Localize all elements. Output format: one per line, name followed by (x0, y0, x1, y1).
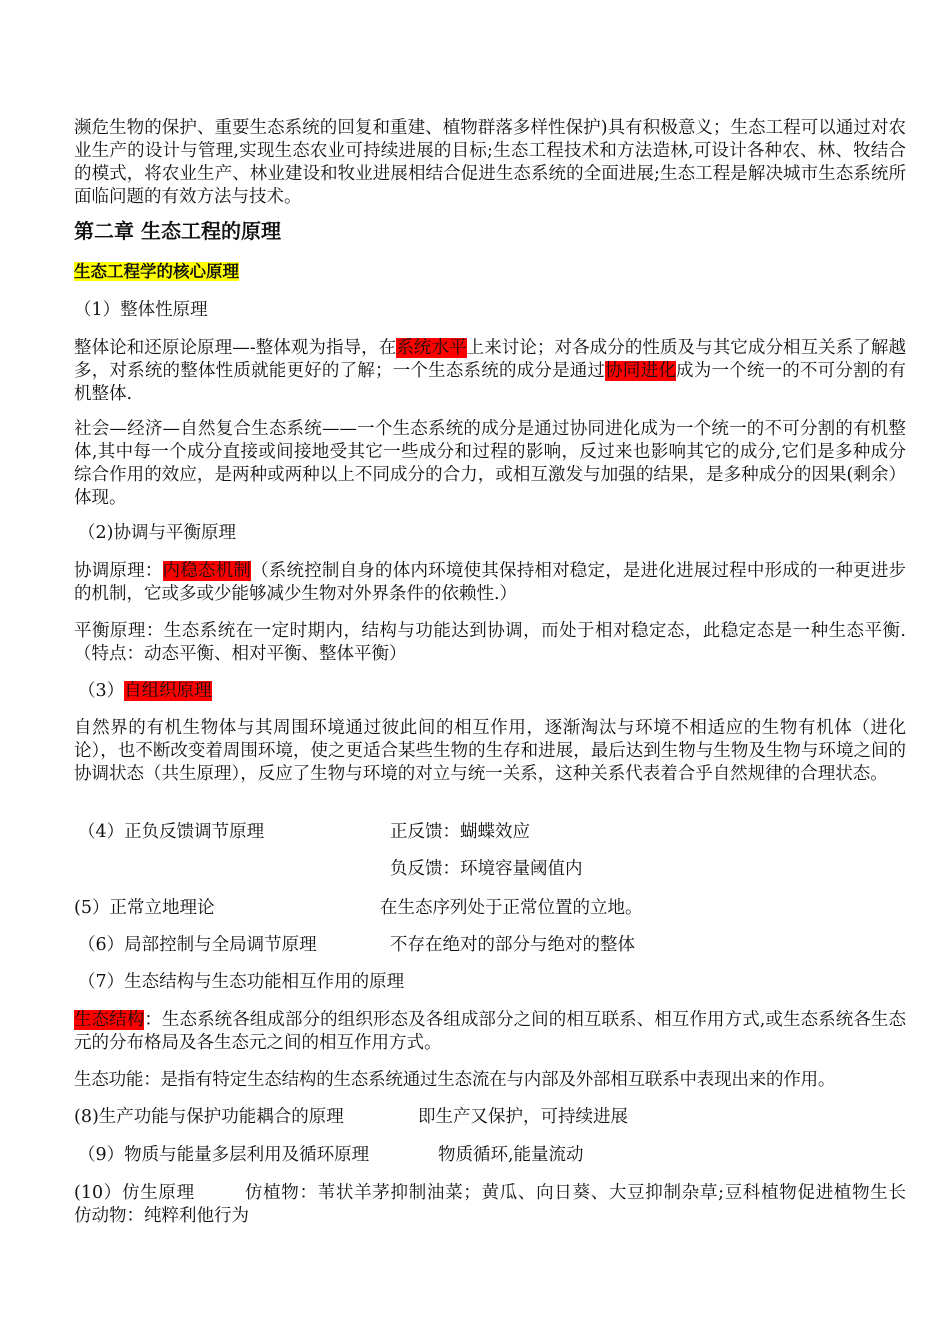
principle-3-heading (78, 680, 212, 703)
principle-3-paragraph: 自然界的有机生物体与其周围环境通过彼此间的相互作用，逐渐淘汰与环境不相适应的生物有机体（进化论），也不断改变着周围环境，使之更适合某些生物的生存和进展，最后达到生物与生物及生物与环境之间的协调状态（共生原理），反应了生物与环境的对立与统一关系，这种关系代表着合乎自然规律的合理状态。 (74, 718, 906, 784)
positive-feedback: 正反馈：蝴蝶效应 (390, 822, 530, 842)
eco-structure-highlight: 生态结构 (74, 1010, 145, 1030)
principle-5-desc: 在生态序列处于正常位置的立地。 (380, 898, 643, 918)
coordination-text: （系统控制自身的体内环境使其保持相对稳定，是进化进展过程中形成的一种更进步的机制，它或多或少能够减少生物对外界条件的依赖性.） (74, 561, 907, 604)
principle-9-heading: （9）物质与能量多层利用及循环原理 (78, 1145, 370, 1165)
principle-1-paragraph-1 (74, 337, 906, 406)
p1-text-a: 整体论和还原论原理—-整体观为指导，在 (74, 338, 397, 358)
p1-highlight-coevolution: 协同进化 (605, 361, 677, 381)
p1-text-c: 成为一个统一的不可分割的有机整体. (74, 361, 907, 404)
principle-9-desc: 物质循环,能量流动 (438, 1145, 584, 1165)
eco-function-paragraph: 生态功能：是指有特定生态结构的生态系统通过生态流在与内部及外部相互联系中表现出来的作用。 (74, 1070, 836, 1090)
p1-highlight-system-level: 系统水平 (396, 338, 467, 358)
principle-1-paragraph-2: 社会—经济—自然复合生态系统——一个生态系统的成分是通过协同进化成为一个统一的不可分割的有机整体,其中每一个成分直接或间接地受其它一些成分和过程的影响，反过来也影响其它的成分,它们是多种成分综合作用的效应，是两种或两种以上不同成分的合力，或相互激发与加强的结果，是多种成分的因果(剩余）体现。 (74, 419, 906, 508)
principle-4-heading: （4）正负反馈调节原理 (78, 822, 265, 842)
principle-10-paragraph: (10）仿生原理 仿植物：苇状羊茅抑制油菜；黄瓜、向日葵、大豆抑制杂草;豆科植物促进植物生长 仿动物：纯粹利他行为 (74, 1183, 940, 1226)
eco-structure-paragraph (74, 1009, 906, 1055)
p1-text-b: 上来讨论；对各成分的性质及与其它成分相互关系了解越多，对系统的整体性质就能更好的了解；一个生态系统的成分是通过 (74, 338, 906, 381)
principle-2-heading: （2)协调与平衡原理 (78, 523, 236, 543)
section-title-line (74, 260, 239, 284)
homeostasis-highlight: 内稳态机制 (162, 561, 252, 581)
intro-paragraph: 濒危生物的保护、重要生态系统的回复和重建、植物群落多样性保护)具有积极意义；生态工程可以通过对农业生产的设计与管理,实现生态农业可持续进展的目标;生态工程技术和方法造林,可设计各种农、林、牧结合的模式，将农业生产、林业建设和牧业进展相结合促进生态系统的全面进展;生态工程是解决城市生态系统所面临问题的有效方法与技术。 (74, 118, 906, 207)
coordination-label: 协调原理： (74, 561, 163, 581)
eco-structure-text: ：生态系统各组成部分的组织形态及各组成部分之间的相互联系、相互作用方式,或生态系统各生态元的分布格局及各生态元之间的相互作用方式。 (74, 1010, 907, 1053)
balance-paragraph: 平衡原理：生态系统在一定时期内，结构与功能达到协调，而处于相对稳定态，此稳定态是一种生态平衡.（特点：动态平衡、相对平衡、整体平衡） (74, 621, 906, 664)
self-organization-highlight: 自组织原理 (124, 681, 212, 701)
principle-6-desc: 不存在绝对的部分与绝对的整体 (390, 935, 635, 955)
negative-feedback: 负反馈：环境容量阈值内 (390, 859, 583, 879)
principle-8-desc: 即生产又保护，可持续进展 (418, 1107, 628, 1127)
section-title: 生态工程学的核心原理 (74, 262, 239, 281)
chapter-title: 第二章 生态工程的原理 (74, 219, 281, 243)
principle-8-heading: (8)生产功能与保护功能耦合的原理 (74, 1107, 344, 1127)
principle-5-heading: (5）正常立地理论 (74, 898, 215, 918)
coordination-paragraph (74, 560, 906, 606)
principle-7-heading: （7）生态结构与生态功能相互作用的原理 (78, 972, 405, 992)
principle-3-prefix: （3） (78, 681, 125, 701)
principle-1-heading: （1）整体性原理 (74, 300, 208, 320)
principle-6-heading: （6）局部控制与全局调节原理 (78, 935, 317, 955)
